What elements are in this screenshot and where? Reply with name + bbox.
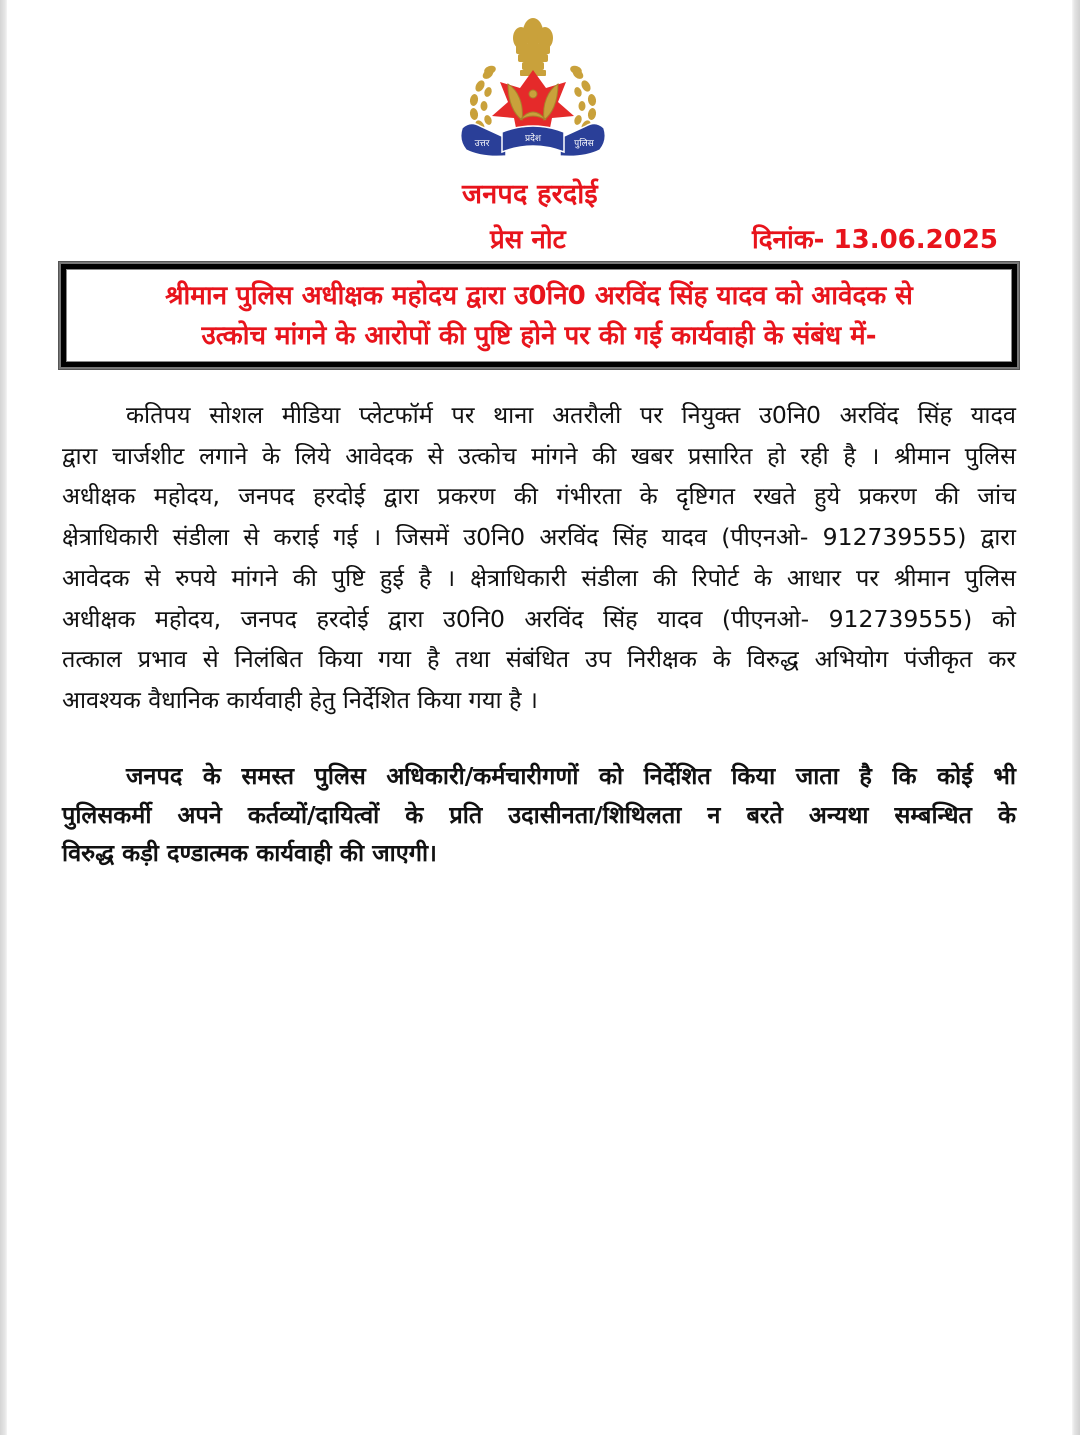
paragraph-2-line: विरुद्ध कड़ी दण्डात्मक कार्यवाही की जाएगी। xyxy=(62,839,437,867)
up-police-emblem-icon xyxy=(458,8,608,163)
paragraph-1-line: अधीक्षक महोदय, जनपद हरदोई द्वारा प्रकरण की गंभीरता के दृष्टिगत रखते हुये प्रकरण की जांच xyxy=(62,482,1016,511)
paragraph-1-line: आवश्यक वैधानिक कार्यवाही हेतु निर्देशित किया गया है । xyxy=(62,685,538,714)
ribbon-text-right: पुलिस xyxy=(574,139,594,149)
paragraph-2-line: जनपद के समस्त पुलिस अधिकारी/कर्मचारीगणों को निर्देशित किया जाता है कि कोई भी xyxy=(126,762,1016,790)
paragraph-1-line: क्षेत्राधिकारी संडीला से कराई गई । जिसमें उ0नि0 अरविंद सिंह यादव (पीएनओ- 912739555) द्वारा xyxy=(62,523,1016,552)
body-paragraph-2 xyxy=(62,757,1016,873)
paragraph-1-line: तत्काल प्रभाव से निलंबित किया गया है तथा संबंधित उप निरीक्षक के विरुद्ध अभियोग पंजीकृत कर xyxy=(62,645,1016,674)
paragraph-1-line: अधीक्षक महोदय, जनपद हरदोई द्वारा उ0नि0 अरविंद सिंह यादव (पीएनओ- 912739555) को xyxy=(62,604,1016,633)
paragraph-1-line: आवेदक से रुपये मांगने की पुष्टि हुई है । क्षेत्राधिकारी संडीला की रिपोर्ट के आधार पर श्रीमान पुलिस xyxy=(62,563,1016,592)
date-label: दिनांक- 13.06.2025 xyxy=(752,225,998,255)
page-edge-right xyxy=(1072,0,1080,1435)
paragraph-2-line: पुलिसकर्मी अपने कर्तव्यों/दायित्वों के प्रति उदासीनता/शिथिलता न बरते अन्यथा सम्बन्धित के xyxy=(62,800,1016,829)
press-note-label: प्रेस नोट xyxy=(490,225,566,255)
subject-box xyxy=(58,261,1020,370)
district-heading: जनपद हरदोई xyxy=(462,179,598,210)
subject-line-2: उत्कोच मांगने के आरोपों की पुष्टि होने पर की गई कार्यवाही के संबंध में- xyxy=(201,320,877,351)
paragraph-1-line: द्वारा चार्जशीट लगाने के लिये आवेदक से उत्कोच मांगने की खबर प्रसारित हो रही है । श्रीमान पुलिस xyxy=(62,441,1016,470)
ribbon-text-left: उत्तर xyxy=(474,139,490,149)
body-paragraph-1 xyxy=(62,395,1016,721)
page-edge-left xyxy=(0,0,7,1435)
ribbon-text-center: प्रदेश xyxy=(524,134,542,144)
subject-line-1: श्रीमान पुलिस अधीक्षक महोदय द्वारा उ0नि0 अरविंद सिंह यादव को आवेदक से xyxy=(165,280,913,311)
paragraph-1-line: कतिपय सोशल मीडिया प्लेटफॉर्म पर थाना अतरौली पर नियुक्त उ0नि0 अरविंद सिंह यादव xyxy=(126,401,1016,429)
